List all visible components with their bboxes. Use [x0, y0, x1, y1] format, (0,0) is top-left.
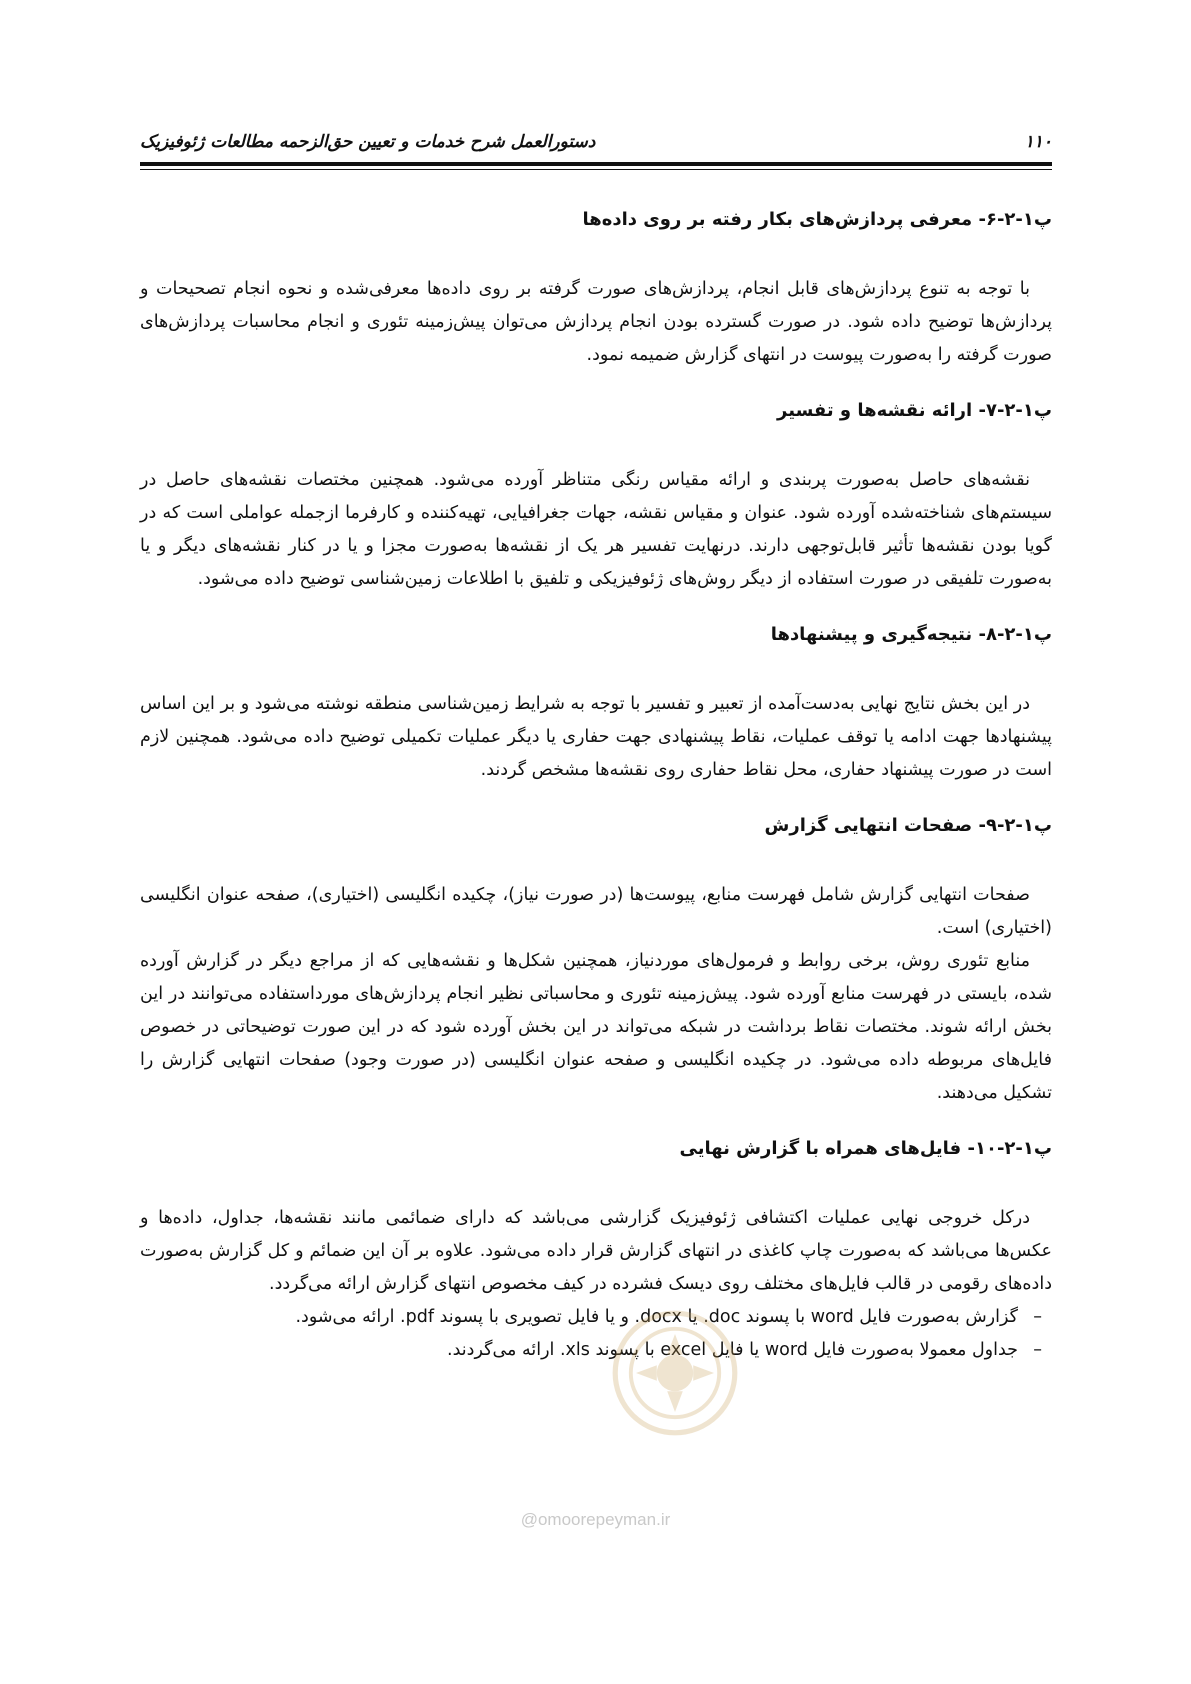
header-rule-thick: [140, 162, 1052, 166]
list-item: – گزارش به‌صورت فایل word با پسوند doc. یا docx. و یا فایل تصویری با پسوند pdf. ارائه می‌شود.: [140, 1301, 1052, 1334]
bullet-list: [140, 1301, 1052, 1367]
section-heading-8: [140, 620, 1052, 650]
paragraph: با توجه به تنوع پردازش‌های قابل انجام، پردازش‌های صورت گرفته بر روی داده‌ها معرفی‌شده و نحوه انجام تصحیحات و پردازش‌ها توضیح داده شود. در صورت گسترده بودن انجام پردازش می‌توان پیش‌زمینه تئوری و انجام محاسبات پردازش‌های صورت گرفته را به‌صورت پیوست در انتهای گزارش ضمیمه نمود.: [140, 279, 1052, 365]
section-number: پ۱-۲-۱۰-: [967, 1138, 1052, 1159]
running-title: دستورالعمل شرح خدمات و تعیین حق‌الزحمه مطالعات ژئوفیزیک: [140, 132, 596, 152]
section-heading-7: [140, 396, 1052, 426]
section-title: ارائه نقشه‌ها و تفسیر: [777, 400, 973, 421]
section-heading-10: [140, 1134, 1052, 1164]
page-header: [140, 128, 1052, 158]
section-number: پ۱-۲-۶-: [978, 209, 1052, 230]
paragraph: درکل خروجی نهایی عملیات اکتشافی ژئوفیزیک گزارشی می‌باشد که دارای ضمائمی مانند نقشه‌ها، جداول، داده‌ها و عکس‌ها می‌باشد که به‌صورت چاپ کاغذی در انتهای گزارش قرار داده می‌شود. علاوه بر آن این ضمائم و کل گزارش به‌صورت داده‌های رقومی در قالب فایل‌های مختلف روی دیسک فشرده در کیف مخصوص انتهای گزارش ارائه می‌گردد.: [140, 1208, 1052, 1294]
watermark-url: @omoorepeyman.ir: [520, 1510, 671, 1529]
section-title: فایل‌های همراه با گزارش نهایی: [679, 1138, 962, 1159]
document-body: [140, 205, 1052, 1367]
paragraph: صفحات انتهایی گزارش شامل فهرست منابع، پیوست‌ها (در صورت نیاز)، چکیده انگلیسی (اختیاری)، صفحه عنوان انگلیسی (اختیاری) است.: [140, 885, 1052, 938]
paragraph: منابع تئوری روش، برخی روابط و فرمول‌های موردنیاز، همچنین شکل‌ها و نقشه‌هایی که از مراجع دیگر در گزارش آورده شده، بایستی در فهرست منابع آورده شود. پیش‌زمینه تئوری و محاسباتی نظیر انجام پردازش‌های مورداستفاده می‌توانند در این بخش ارائه شوند. مختصات نقاط برداشت در شبکه می‌تواند در این بخش آورده شود که در این صورت توضیحاتی در خصوص فایل‌های مربوطه داده می‌شود. در چکیده انگلیسی و صفحه عنوان انگلیسی (در صورت وجود) صفحات انتهایی گزارش را تشکیل می‌دهند.: [140, 951, 1052, 1103]
section-number: پ۱-۲-۹-: [978, 815, 1052, 836]
section-number: پ۱-۲-۸-: [978, 624, 1052, 645]
section-title: صفحات انتهایی گزارش: [764, 815, 973, 836]
paragraph: نقشه‌های حاصل به‌صورت پربندی و ارائه مقیاس رنگی متناظر آورده می‌شود. همچنین مختصات نقشه‌های حاصل در سیستم‌های شناخته‌شده آورده شود. عنوان و مقیاس نقشه، جهات جغرافیایی، تهیه‌کننده و کارفرما ازجمله عواملی است که در گویا بودن نقشه‌ها تأثیر قابل‌توجهی دارند. درنهایت تفسیر هر یک از نقشه‌ها به‌صورت مجزا و یا در کنار نقشه‌های دیگر و یا به‌صورت تلفیقی در صورت استفاده از دیگر روش‌های ژئوفیزیکی و تلفیق با اطلاعات زمین‌شناسی توضیح داده می‌شود.: [140, 470, 1052, 589]
list-item: – جداول معمولا به‌صورت فایل word یا فایل excel با پسوند xls. ارائه می‌گردند.: [140, 1334, 1052, 1367]
section-heading-9: [140, 811, 1052, 841]
header-rule-thin: [140, 169, 1052, 170]
section-title: نتیجه‌گیری و پیشنهادها: [770, 624, 973, 645]
page-number: ۱۱۰: [1024, 132, 1052, 152]
paragraph: در این بخش نتایج نهایی به‌دست‌آمده از تعبیر و تفسیر با توجه به شرایط زمین‌شناسی منطقه نوشته می‌شود و بر این اساس پیشنهادها جهت ادامه یا توقف عملیات، نقاط پیشنهادی جهت حفاری یا دیگر عملیات تکمیلی توضیح داده می‌شود. همچنین لازم است در صورت پیشنهاد حفاری، محل نقاط حفاری روی نقشه‌ها مشخص گردند.: [140, 694, 1052, 780]
section-title: معرفی پردازش‌های بکار رفته بر روی داده‌ها: [582, 209, 973, 230]
section-heading-6: [140, 205, 1052, 235]
watermark-seal-icon: [610, 1308, 740, 1438]
section-number: پ۱-۲-۷-: [978, 400, 1052, 421]
